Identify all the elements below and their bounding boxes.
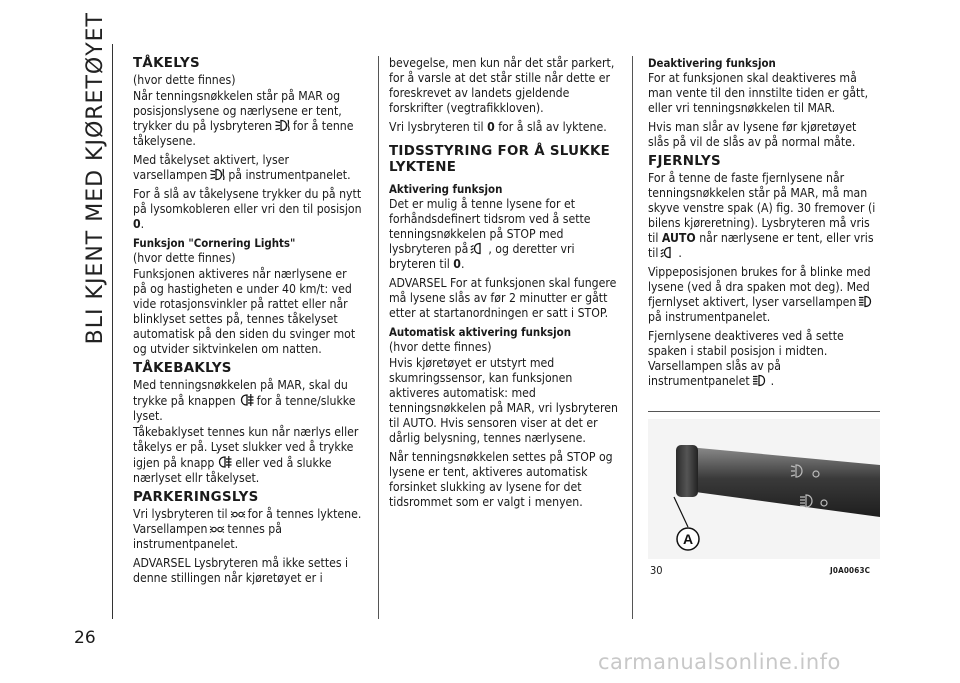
chapter-title: BLI KJENT MED KJØRETØYET: [82, 11, 108, 344]
optional-note: (hvor dette finnes): [133, 251, 236, 265]
subsection-title-deactivation: Deaktivering funksjon: [648, 56, 776, 70]
column-3: [648, 56, 880, 393]
rear-fog-light-icon: [216, 455, 233, 469]
paragraph: For å tenne de faste fjernlysene når tenningsnøkkelen står på MAR, må man skyve venstre spak (A) fig. 30 fremover (i bilens kjøreretning). Lysbryteren må vris til AUTO når nærlysene er tent, eller vris til .: [648, 171, 876, 260]
column-divider: [378, 56, 379, 619]
parking-light-icon: [230, 509, 246, 520]
paragraph: Funksjonen aktiveres når nærlysene er på og hastigheten e under 40 km/t: ved vide rotasjonsvinkler på rattet eller når blinklyset settes på, tennes tåkelyset automatisk på den siden du svinger mot og utvider siktvinkelen om natten.: [133, 267, 356, 356]
parking-light-icon: [209, 524, 225, 535]
section-title-fog-lights: TÅKELYS: [133, 56, 200, 71]
light-stalk-illustration: [648, 419, 880, 559]
high-beam-icon: [752, 374, 769, 387]
callout-line: [674, 497, 688, 527]
subsection-title-auto-activation: Automatisk aktivering funksjon: [389, 325, 571, 339]
paragraph: Vri lysbryteren til 0 for å slå av lyktene.: [389, 120, 607, 134]
low-beam-icon: [660, 246, 676, 259]
paragraph: Fjernlysene deaktiveres ved å sette spaken i stabil posisjon i midten. Varsellampen slås av på instrumentpanelet .: [648, 329, 844, 388]
figure-rule: [648, 411, 880, 412]
paragraph: Vri lysbryteren til for å tennes lyktene. Varsellampen tennes på instrumentpanelet.: [133, 507, 362, 551]
chapter-sidebar: [80, 11, 110, 344]
paragraph: Med tenningsnøkkelen på MAR, skal du trykke på knappen for å tenne/slukke lyset.: [133, 378, 356, 423]
paragraph: For at funksjonen skal deaktiveres må man vente til den innstilte tiden er gått, eller vri tenningsnøkkelen til MAR.: [648, 71, 869, 115]
sidebar-divider: [112, 44, 113, 619]
rear-fog-light-icon: [238, 393, 255, 407]
section-title-parking-lights: PARKERINGSLYS: [133, 490, 259, 505]
figure-light-stalk: [648, 419, 880, 559]
paragraph: Hvis kjøretøyet er utstyrt med skumringssensor, kan funksjonen aktiveres automatisk: med tenningsnøkkelen på MAR, vri lysbryteren til AUTO. Hvis sensoren viser at det er dårlig belysning, tennes nærlysene.: [389, 356, 618, 445]
paragraph: Vippeposisjonen brukes for å blinke med lysene (ved å dra spaken mot deg). Med fjernlyset aktivert, lyser varsellampen på instrumentpanelet.: [648, 265, 880, 325]
column-1: [133, 56, 363, 590]
column-2: [389, 56, 621, 514]
column-divider: [632, 56, 633, 619]
section-title-high-beam: FJERNLYS: [648, 154, 721, 169]
optional-note: (hvor dette finnes): [389, 340, 492, 354]
high-beam-icon: [858, 295, 875, 308]
paragraph: ADVARSEL For at funksjonen skal fungere må lysene slås av før 2 minutter er gått etter at startanordningen er satt i STOP.: [389, 276, 617, 320]
paragraph: bevegelse, men kun når det står parkert, for å varsle at det står stille når dette er foreskrevet av landets gjeldende forskrifter (vegtrafikkloven).: [389, 56, 615, 115]
front-fog-light-icon: [274, 119, 291, 132]
figure-code: J0A0063C: [830, 566, 871, 575]
paragraph: Når tenningsnøkkelen settes på STOP og lysene er tent, aktiveres automatisk forsinket slukking av lysene for det tidsrommet som er valgt i menyen.: [389, 450, 613, 509]
paragraph: Når tenningsnøkkelen står på MAR og posisjonslysene og nærlysene er tent, trykker du på lysbryteren for å tenne tåkelysene.: [133, 89, 354, 148]
section-title-rear-fog: TÅKEBAKLYS: [133, 361, 232, 376]
paragraph: Tåkebaklyset tennes kun når nærlys eller tåkelys er på. Lyset slukker ved å trykke igjen på knapp eller ved å slukke nærlyset ellr tåkelyset.: [133, 425, 359, 485]
callout-label-a: A: [682, 531, 694, 547]
paragraph: Med tåkelyset aktivert, lyser varsellampen på instrumentpanelet.: [133, 153, 351, 182]
subsection-title-cornering-lights: Funksjon "Cornering Lights": [133, 236, 296, 250]
section-title-lights-timer: TIDSSTYRING FOR Å SLUKKE LYKTENE: [389, 144, 611, 175]
paragraph: Hvis man slår av lysene før kjøretøyet slås på vil de slås av på normal måte.: [648, 120, 857, 149]
page-number: 26: [74, 628, 96, 648]
optional-note: (hvor dette finnes): [133, 73, 236, 87]
paragraph: ADVARSEL Lysbryteren må ikke settes i denne stillingen når kjøretøyet er i: [133, 556, 349, 585]
subsection-title-activation: Aktivering funksjon: [389, 182, 503, 196]
paragraph: Det er mulig å tenne lysene for et forhåndsdefinert tidsrom ved å sette tenningsnøkkelen på STOP med lysbryteren på , og deretter vri bryteren til 0.: [389, 197, 591, 271]
front-fog-light-icon: [209, 168, 226, 181]
watermark: carmanualsonline.info: [598, 650, 841, 674]
low-beam-icon: [470, 242, 486, 255]
paragraph: For å slå av tåkelysene trykker du på nytt på lysomkobleren eller vri den til posisjon 0.: [133, 187, 362, 231]
figure-number: 30: [650, 564, 663, 577]
